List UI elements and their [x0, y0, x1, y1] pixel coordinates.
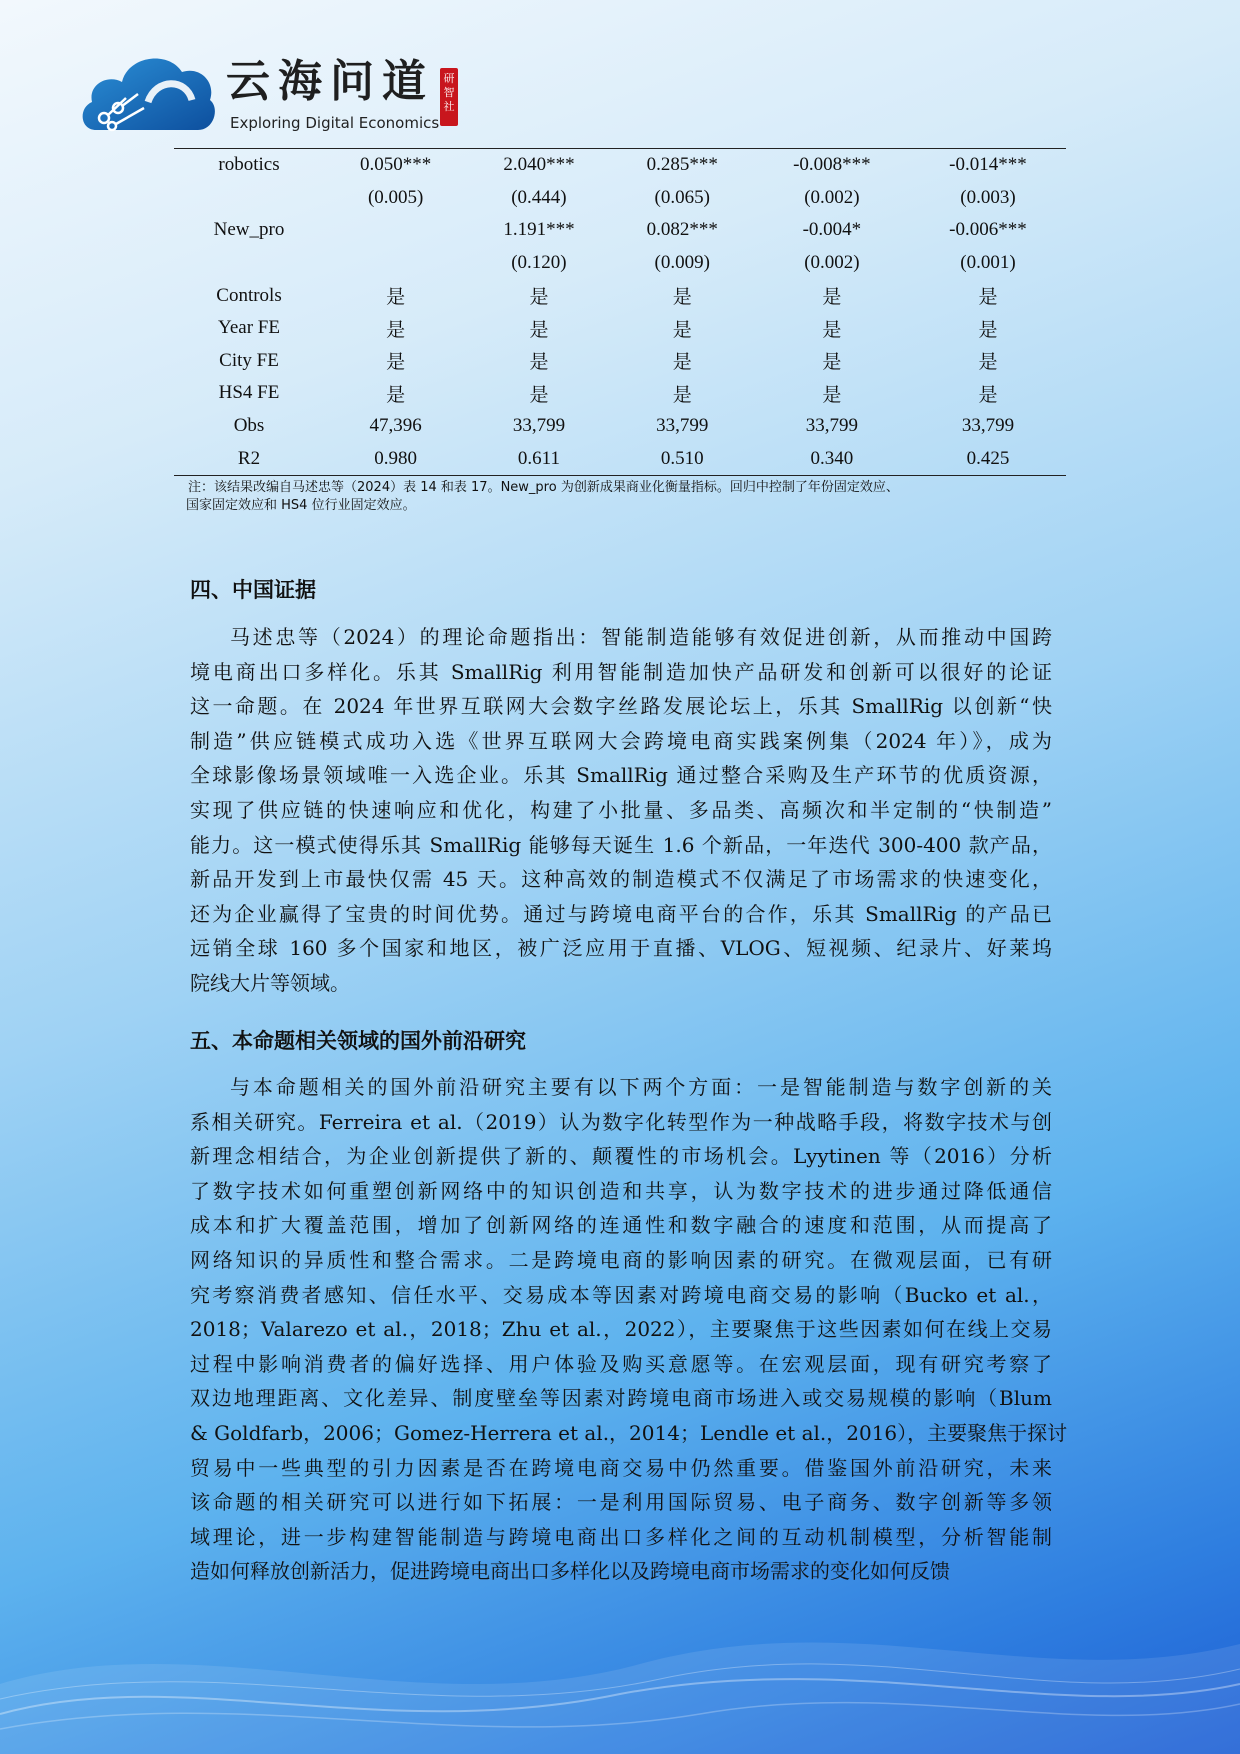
paragraph-line: 还为企业赢得了宝贵的时间优势。通过与跨境电商平台的合作，乐其 SmallRig 的产品已	[190, 901, 1052, 926]
paragraph-line: 成本和扩大覆盖范围，增加了创新网络的连通性和数字融合的速度和范围，从而提高了	[190, 1213, 1052, 1238]
table-cell: 是	[978, 352, 998, 374]
row-label	[174, 182, 324, 215]
paragraph-line: 究考察消费者感知、信任水平、交易成本等因素对跨境电商交易的影响（Bucko et al.，	[190, 1282, 1052, 1307]
table-cell: (0.005)	[367, 186, 424, 208]
table-cell: 0.340	[754, 442, 910, 475]
paragraph-line: 域理论，进一步构建智能制造与跨境电商出口多样化之间的互动机制模型，分析智能制	[190, 1524, 1052, 1549]
table-cell: 是	[672, 319, 692, 341]
paragraph-line: 网络知识的异质性和整合需求。二是跨境电商的影响因素的研究。在微观层面，已有研	[190, 1247, 1052, 1272]
table-row	[174, 442, 1066, 475]
paragraph-line: 过程中影响消费者的偏好选择、用户体验及购买意愿等。在宏观层面，现有研究考察了	[190, 1351, 1052, 1376]
table-cell: (0.120)	[511, 252, 567, 274]
paragraph-line: 全球影像场景领域唯一入选企业。乐其 SmallRig 通过整合采购及生产环节的优质资源，	[190, 763, 1052, 788]
table-cell: 是	[978, 319, 998, 341]
table-cell: 33,799	[656, 415, 709, 437]
table-row	[174, 279, 1066, 312]
brand-name-en: Exploring Digital Economics	[230, 114, 440, 132]
row-label: Year FE	[218, 317, 280, 339]
paragraph-line: 该命题的相关研究可以进行如下拓展：一是利用国际贸易、电子商务、数字创新等多领	[190, 1490, 1052, 1515]
table-cell: 33,799	[805, 415, 859, 437]
paragraph-line: 了数字技术如何重塑创新网络中的知识创造和共享，认为数字技术的进步通过降低通信	[190, 1178, 1052, 1203]
table-cell: 是	[386, 319, 406, 341]
paragraph-line: 制造”供应链模式成功入选《世界互联网大会跨境电商实践案例集（2024 年）》，成为	[190, 728, 1052, 753]
table-cell: 是	[822, 319, 842, 341]
section-4-paragraph	[190, 620, 1052, 1001]
table-cell: 33,799	[961, 415, 1015, 437]
table-row	[174, 410, 1066, 443]
table-cell: 是	[672, 287, 692, 309]
table-cell: 是	[822, 287, 842, 309]
table-cell	[324, 247, 467, 280]
paragraph-line: 系相关研究。Ferreira et al.（2019）认为数字化转型作为一种战略手段，将数字技术与创	[190, 1109, 1052, 1134]
table-cell: 0.510	[611, 442, 754, 475]
row-label: robotics	[218, 154, 280, 176]
table-cell: 是	[529, 287, 549, 309]
table-row	[174, 312, 1066, 345]
paragraph-line: 远销全球 160 多个国家和地区，被广泛应用于直播、VLOG、短视频、纪录片、好莱坞	[190, 936, 1052, 961]
table-row	[174, 247, 1066, 280]
table-cell: 是	[386, 384, 406, 406]
table-cell: 是	[529, 352, 549, 374]
table-cell: (0.003)	[960, 186, 1016, 208]
row-label	[174, 247, 324, 280]
table-cell: 是	[672, 384, 692, 406]
row-label: City FE	[219, 349, 279, 371]
table-cell: 是	[386, 287, 406, 309]
paragraph-line: 能力。这一模式使得乐其 SmallRig 能够每天诞生 1.6 个新品，一年迭代 300-400 款产品，	[190, 832, 1052, 857]
table-cell: 0.611	[467, 442, 610, 475]
row-label: Obs	[233, 415, 265, 437]
section-5-title: 五、本命题相关领域的国外前沿研究	[190, 1028, 526, 1053]
paragraph-line: 新理念相结合，为企业创新提供了新的、颠覆性的市场机会。Lyytinen 等（2016）分析	[190, 1144, 1052, 1169]
table-note-line-2: 国家固定效应和 HS4 位行业固定效应。	[186, 498, 416, 513]
section-5-paragraph	[190, 1070, 1068, 1589]
table-cell: 33,799	[512, 415, 566, 437]
regression-table	[174, 148, 1066, 476]
paragraph-line: 实现了供应链的快速响应和优化，构建了小批量、多品类、高频次和半定制的“快制造”	[190, 797, 1052, 822]
section-4-title: 四、中国证据	[190, 577, 316, 602]
row-label: New_pro	[213, 219, 285, 241]
table-cell: (0.009)	[654, 252, 710, 274]
brand-name-cn: 云海问道	[226, 56, 434, 107]
table-cell: -0.014***	[949, 154, 1027, 176]
paragraph-line: 与本命题相关的国外前沿研究主要有以下两个方面：一是智能制造与数字创新的关	[230, 1075, 1052, 1099]
paragraph-line: 院线大片等领域。	[190, 970, 350, 995]
table-cell: 2.040***	[503, 154, 575, 176]
table-cell: -0.006***	[949, 219, 1027, 241]
table-cell: (0.002)	[804, 252, 860, 274]
paragraph-line: 境电商出口多样化。乐其 SmallRig 利用智能制造加快产品研发和创新可以很好的论证	[190, 659, 1052, 684]
table-cell: 0.285***	[646, 154, 718, 176]
table-cell: 是	[978, 287, 998, 309]
table-cell: 是	[672, 352, 692, 374]
table-row	[174, 345, 1066, 378]
table-cell: 0.082***	[646, 219, 718, 241]
paragraph-line: 贸易中一些典型的引力因素是否在跨境电商交易中仍然重要。借鉴国外前沿研究，未来	[190, 1455, 1052, 1480]
paragraph-line: 造如何释放创新活力，促进跨境电商出口多样化以及跨境电商市场需求的变化如何反馈	[190, 1559, 950, 1584]
table-cell: 是	[978, 384, 998, 406]
row-label: Controls	[216, 284, 282, 306]
table-cell: 0.425	[910, 442, 1066, 475]
header-logo	[78, 42, 478, 137]
table-cell: (0.444)	[511, 186, 567, 208]
table-row	[174, 182, 1066, 215]
paragraph-line: 2018；Valarezo et al.，2018；Zhu et al.，2022），主要聚焦于这些因素如何在线上交易	[190, 1317, 1052, 1342]
paragraph-line: 这一命题。在 2024 年世界互联网大会数字丝路发展论坛上，乐其 SmallRig 以创新“快	[190, 694, 1052, 719]
table-cell: 1.191***	[503, 219, 575, 241]
paragraph-line: 新品开发到上市最快仅需 45 天。这种高效的制造模式不仅满足了市场需求的快速变化，	[190, 867, 1052, 892]
table-row	[174, 377, 1066, 410]
table-cell: 0.980	[324, 442, 467, 475]
paragraph-line: 马述忠等（2024）的理论命题指出：智能制造能够有效促进创新，从而推动中国跨	[230, 625, 1052, 649]
table-cell: -0.008***	[793, 154, 871, 176]
table-cell: (0.002)	[804, 186, 860, 208]
paragraph-line: & Goldfarb，2006；Gomez-Herrera et al.，2014；Lendle et al.，2016），主要聚焦于探讨	[190, 1420, 1068, 1445]
cloud-circuit-logo-icon	[78, 42, 218, 137]
table-cell: 是	[529, 319, 549, 341]
table-cell: 是	[822, 384, 842, 406]
table-row	[174, 149, 1066, 182]
table-cell: -0.004*	[802, 219, 862, 241]
paragraph-line: 双边地理距离、文化差异、制度壁垒等因素对跨境电商市场进入或交易规模的影响（Blum	[190, 1386, 1052, 1411]
table-cell	[324, 214, 467, 247]
row-label: R2	[174, 442, 324, 475]
table-cell: 是	[822, 352, 842, 374]
table-note-line-1: 注：该结果改编自马述忠等（2024）表 14 和表 17。New_pro 为创新成果商业化衡量指标。回归中控制了年份固定效应、	[188, 480, 899, 495]
table-note	[188, 479, 1068, 515]
table-cell: (0.001)	[960, 252, 1016, 274]
table-cell: 47,396	[369, 415, 422, 437]
red-seal: 研智社	[440, 68, 458, 126]
table-row	[174, 214, 1066, 247]
row-label: HS4 FE	[218, 382, 280, 404]
table-cell: 是	[386, 352, 406, 374]
table-cell: 0.050***	[360, 154, 432, 176]
table-cell: 是	[529, 384, 549, 406]
table-cell: (0.065)	[654, 186, 710, 208]
